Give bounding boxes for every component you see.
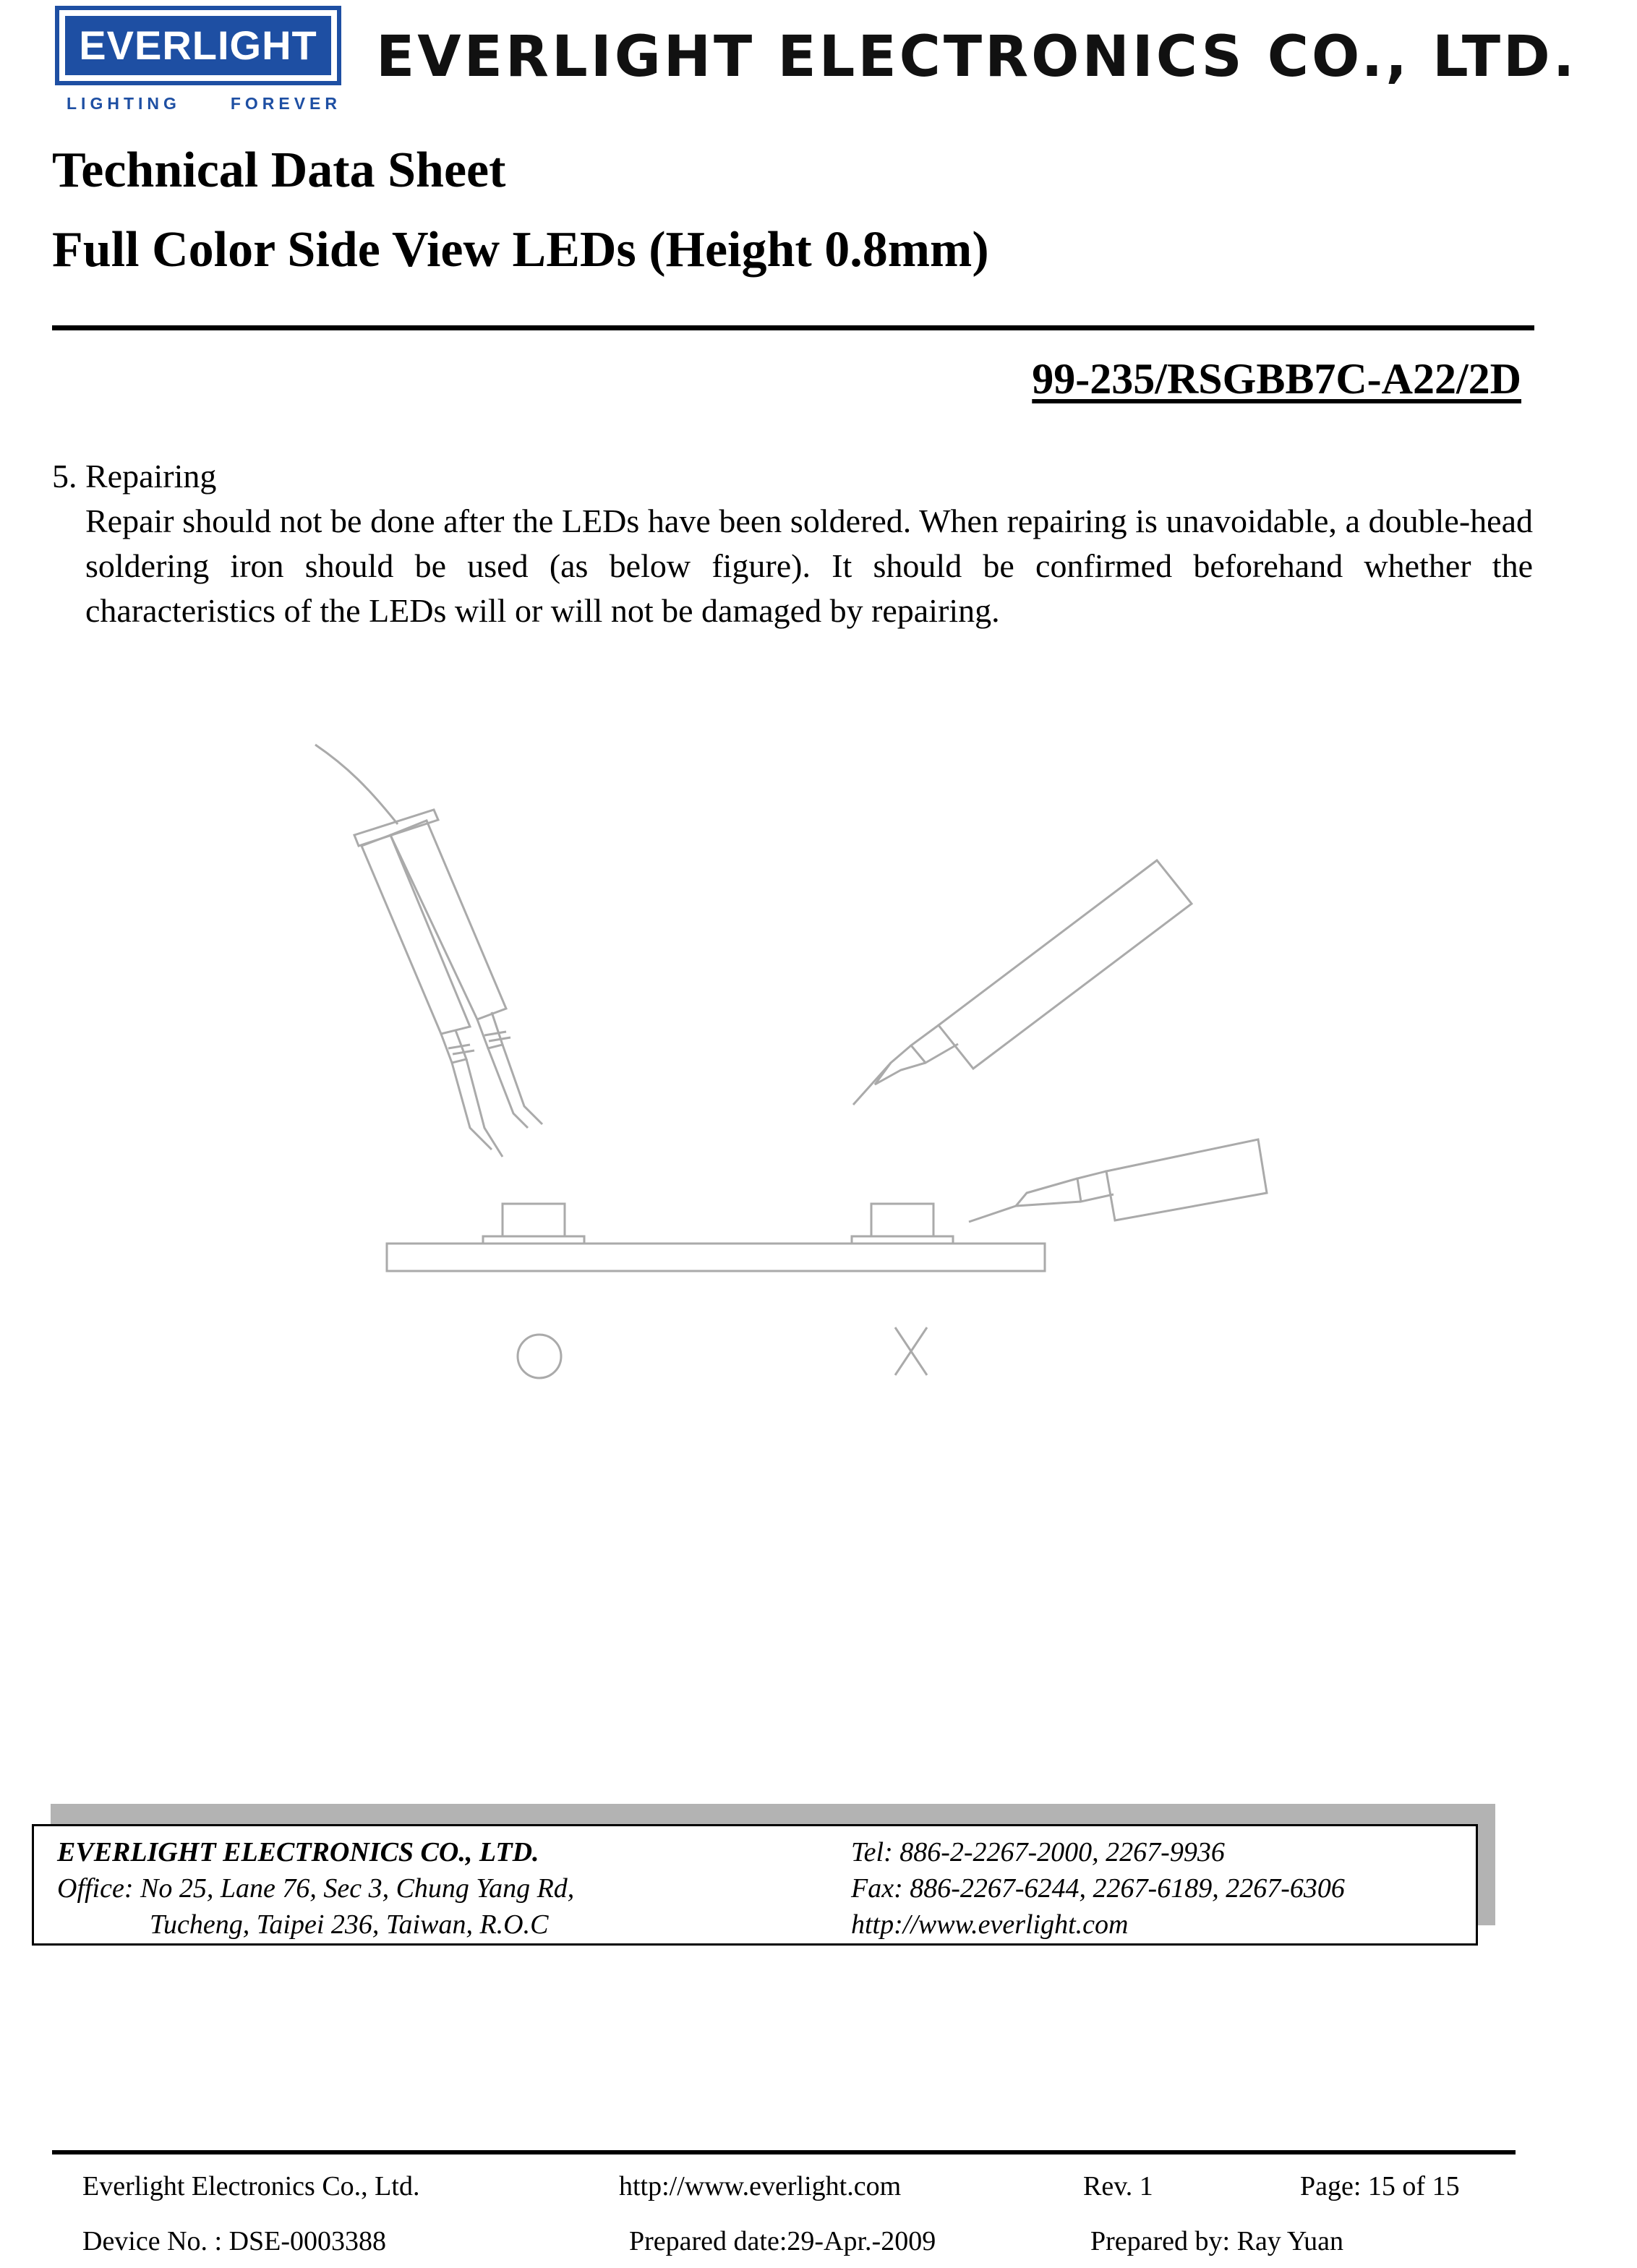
logo-tagline-forever: FOREVER [230,94,341,113]
address-tel: Tel: 886-2-2267-2000, 2267-9936 [851,1837,1225,1867]
address-web[interactable]: http://www.everlight.com [851,1909,1129,1940]
address-office-line1: Office: No 25, Lane 76, Sec 3, Chung Yang Rd, [57,1873,575,1904]
footer-page: Page: 15 of 15 [1300,2171,1460,2201]
logo-tagline [67,94,341,114]
footer-prepared-date: Prepared date:29-Apr.-2009 [629,2226,936,2256]
company-address-box [32,1824,1478,1946]
single-soldering-iron-lower [969,1139,1267,1222]
footer-prepared-by: Prepared by: Ray Yuan [1090,2226,1343,2256]
footer-rev: Rev. 1 [1083,2171,1153,2201]
single-soldering-iron-upper [853,860,1192,1105]
double-head-soldering-iron [315,745,542,1157]
document-subtitle: Full Color Side View LEDs (Height 0.8mm) [52,222,989,278]
document-title: Technical Data Sheet [52,142,506,198]
repair-figure [304,723,1316,1417]
company-heading: EVERLIGHT ELECTRONICS CO., LTD. [376,25,1578,90]
footer-url[interactable]: http://www.everlight.com [619,2171,902,2201]
section-body: Repair should not be done after the LEDs have been soldered. When repairing is unavoidable, a double-head soldering iron should be used (as below figure). It should be confirmed beforehand whether the characteristics of the LEDs will or will not be damaged by repairing. [85,502,1533,629]
correct-mark-circle [518,1335,561,1378]
footer-divider [52,2150,1516,2154]
address-company: EVERLIGHT ELECTRONICS CO., LTD. [57,1837,539,1867]
header-divider [52,325,1534,330]
address-fax: Fax: 886-2267-6244, 2267-6189, 2267-6306 [851,1873,1345,1904]
led-component-right [852,1204,953,1244]
address-office-line2: Tucheng, Taipei 236, Taiwan, R.O.C [150,1909,549,1940]
logo-tagline-lighting: LIGHTING [67,94,181,113]
pcb-board [387,1244,1045,1271]
led-component-left [483,1204,584,1244]
footer-device-no: Device No. : DSE-0003388 [82,2226,387,2256]
logo-text: EVERLIGHT [65,16,331,75]
part-number: 99-235/RSGBB7C-A22/2D [1032,355,1521,403]
wrong-mark-x [895,1327,927,1375]
everlight-logo [55,6,341,85]
section-heading: 5. Repairing [52,458,217,495]
footer-company: Everlight Electronics Co., Ltd. [82,2171,420,2201]
